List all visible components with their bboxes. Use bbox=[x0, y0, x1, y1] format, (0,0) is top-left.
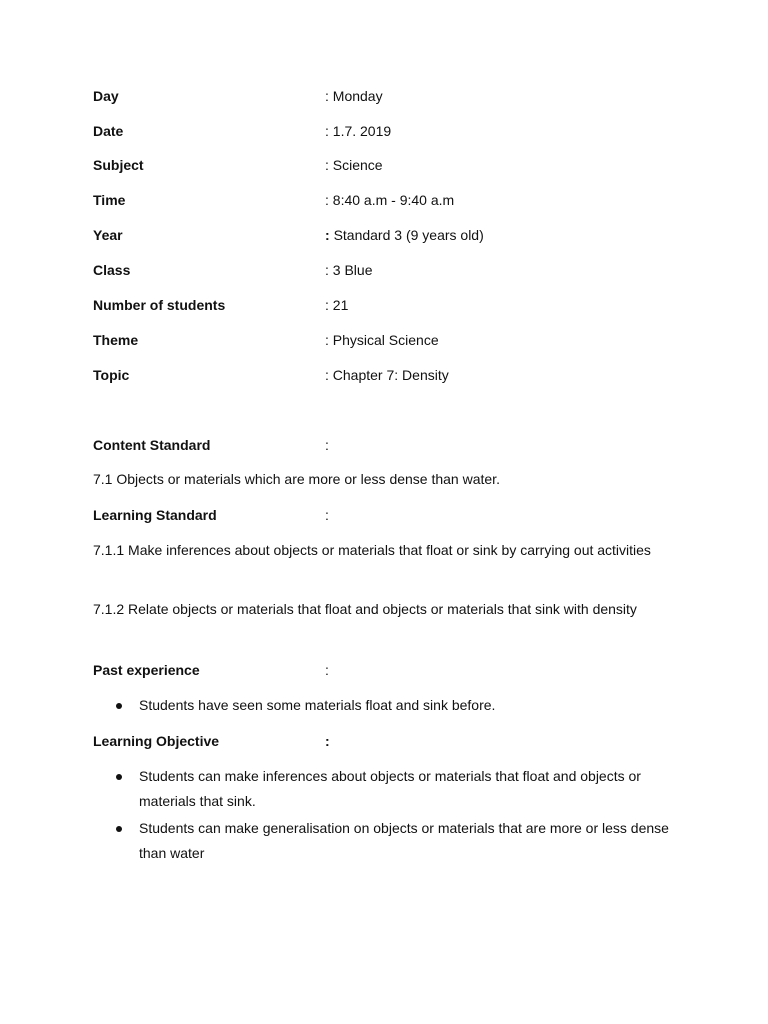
info-value: : Chapter 7: Density bbox=[325, 367, 449, 383]
info-row-theme bbox=[93, 330, 693, 350]
bullet-icon bbox=[116, 774, 122, 780]
content-standard-text: 7.1 Objects or materials which are more or less dense than water. bbox=[93, 471, 500, 487]
section-label: Learning Standard bbox=[93, 507, 217, 523]
section-label: Learning Objective bbox=[93, 733, 220, 749]
learning-standard-heading bbox=[93, 505, 693, 525]
info-label: Time bbox=[93, 192, 126, 208]
info-label: Year bbox=[93, 227, 123, 243]
info-label: Subject bbox=[93, 157, 144, 173]
learning-standard-item: 7.1.2 Relate objects or materials that float and objects or materials that sink with density bbox=[93, 601, 637, 617]
section-colon: : bbox=[325, 437, 329, 453]
info-label: Theme bbox=[93, 332, 139, 348]
list-item: Students can make generalisation on objects or materials that are more or less dense than water bbox=[93, 816, 673, 866]
info-value: : Physical Science bbox=[325, 332, 439, 348]
section-label: Content Standard bbox=[93, 437, 211, 453]
list-item: Students have seen some materials float and sink before. bbox=[93, 693, 673, 718]
section-colon: : bbox=[325, 662, 329, 678]
info-row-day bbox=[93, 86, 693, 106]
past-experience-heading bbox=[93, 660, 693, 680]
info-value: : Science bbox=[325, 157, 383, 173]
learning-objective-list bbox=[93, 764, 673, 868]
info-row-time bbox=[93, 190, 693, 210]
info-label: Day bbox=[93, 88, 119, 104]
bullet-icon bbox=[116, 826, 122, 832]
info-row-number-of-students bbox=[93, 295, 693, 315]
learning-standard-item: 7.1.1 Make inferences about objects or materials that float or sink by carrying out activities bbox=[93, 542, 651, 558]
content-standard-heading bbox=[93, 435, 693, 455]
info-row-year bbox=[93, 225, 693, 245]
section-colon: : bbox=[325, 507, 329, 523]
section-label: Past experience bbox=[93, 662, 200, 678]
info-value: : Monday bbox=[325, 88, 383, 104]
info-row-date bbox=[93, 121, 693, 141]
info-row-subject bbox=[93, 155, 693, 175]
info-row-class bbox=[93, 260, 693, 280]
info-value: : 8:40 a.m - 9:40 a.m bbox=[325, 192, 455, 208]
bullet-icon bbox=[116, 703, 122, 709]
info-label: Number of students bbox=[93, 297, 226, 313]
info-label: Date bbox=[93, 123, 124, 139]
info-label: Class bbox=[93, 262, 131, 278]
info-value: : Standard 3 (9 years old) bbox=[325, 227, 484, 243]
info-value: : 21 bbox=[325, 297, 349, 313]
section-colon: : bbox=[325, 733, 330, 749]
info-label: Topic bbox=[93, 367, 130, 383]
learning-objective-heading bbox=[93, 731, 693, 751]
info-value: : 3 Blue bbox=[325, 262, 373, 278]
info-value: : 1.7. 2019 bbox=[325, 123, 392, 139]
info-row-topic bbox=[93, 365, 693, 385]
list-item: Students can make inferences about objects or materials that float and objects or materials that sink. bbox=[93, 764, 673, 814]
past-experience-list bbox=[93, 693, 673, 720]
